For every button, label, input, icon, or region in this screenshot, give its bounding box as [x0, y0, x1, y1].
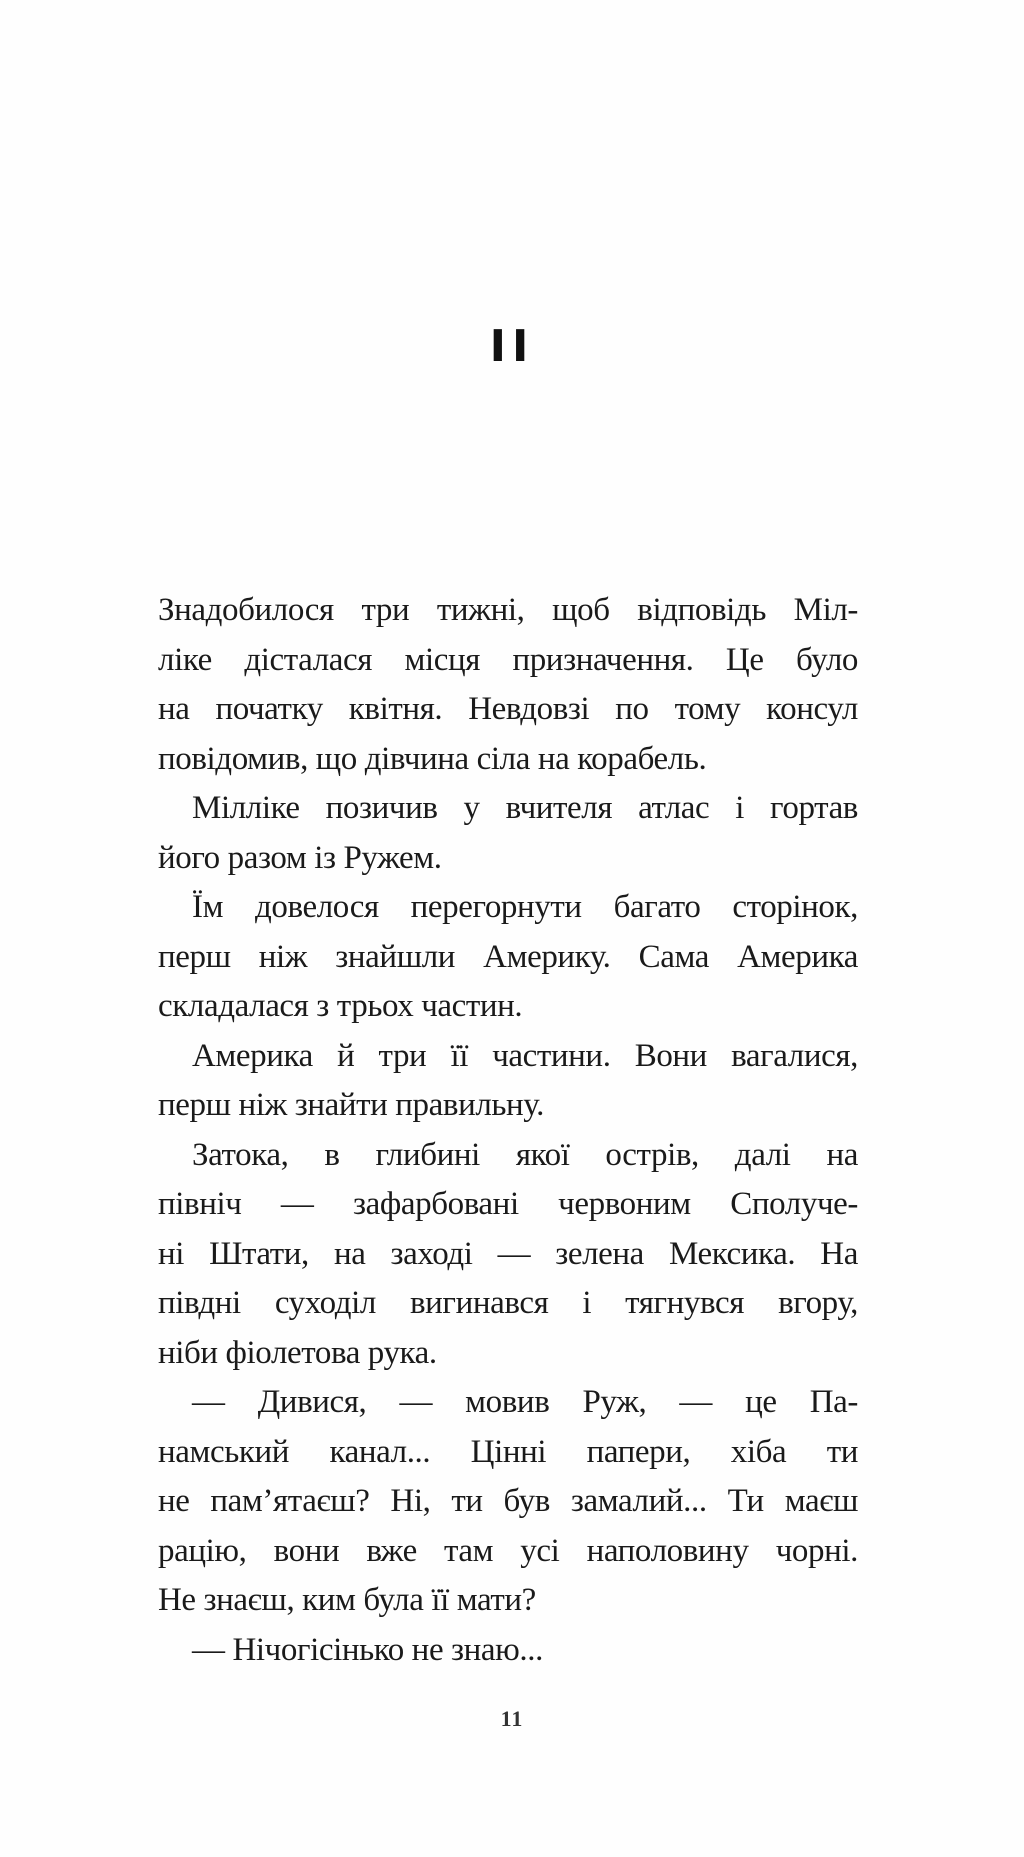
- text-line: його разом із Ружем.: [158, 839, 442, 876]
- text-line: Мілліке позичив у вчителя атлас і гортав: [192, 790, 858, 826]
- text-line: перш ніж знайти правильну.: [158, 1087, 544, 1123]
- text-line: — Нічогісінько не знаю...: [192, 1631, 543, 1668]
- paragraph: [158, 1378, 858, 1626]
- text-line: на початку квітня. Невдовзі по тому консул: [158, 691, 858, 727]
- text-line: повідомив, що дівчина сіла на корабель.: [158, 740, 707, 777]
- text-line: Америка й три її частини. Вони вагалися,: [192, 1037, 858, 1074]
- text-line: ні Штати, на заході — зелена Мексика. На: [158, 1235, 858, 1272]
- chapter-heading: II: [489, 321, 535, 372]
- paragraph: [158, 784, 858, 883]
- text-line: Знадобилося три тижні, щоб відповідь Міл-: [158, 592, 858, 628]
- text-line: намський канал... Цінні папери, хіба ти: [158, 1433, 858, 1470]
- text-line: півдні суходіл вигинався і тягнувся вгору,: [158, 1285, 858, 1321]
- page-number: 11: [500, 1706, 524, 1731]
- text-line: ніби фіолетова рука.: [158, 1334, 437, 1371]
- paragraph: [158, 1032, 858, 1131]
- body-text: [158, 586, 858, 1675]
- text-line: північ — зафарбовані червоним Сполуче-: [158, 1186, 858, 1222]
- text-line: Затока, в глибині якої острів, далі на: [192, 1136, 858, 1173]
- text-line: рацію, вони вже там усі наполовину чорні.: [158, 1532, 858, 1569]
- paragraph: [158, 1626, 858, 1676]
- text-line: перш ніж знайшли Америку. Сама Америка: [158, 938, 858, 975]
- paragraph: [158, 586, 858, 784]
- text-line: — Дивися, — мовив Руж, — це Па-: [192, 1384, 858, 1420]
- paragraph: [158, 883, 858, 1032]
- paragraph: [158, 1131, 858, 1379]
- text-line: Їм довелося перегорнути багато сторінок,: [192, 889, 858, 925]
- text-line: складалася з трьох частин.: [158, 988, 523, 1024]
- text-line: не пам’ятаєш? Ні, ти був замалий... Ти маєш: [158, 1483, 858, 1519]
- text-line: Не знаєш, ким була її мати?: [158, 1582, 536, 1618]
- text-line: ліке дісталася місця призначення. Це було: [158, 641, 858, 678]
